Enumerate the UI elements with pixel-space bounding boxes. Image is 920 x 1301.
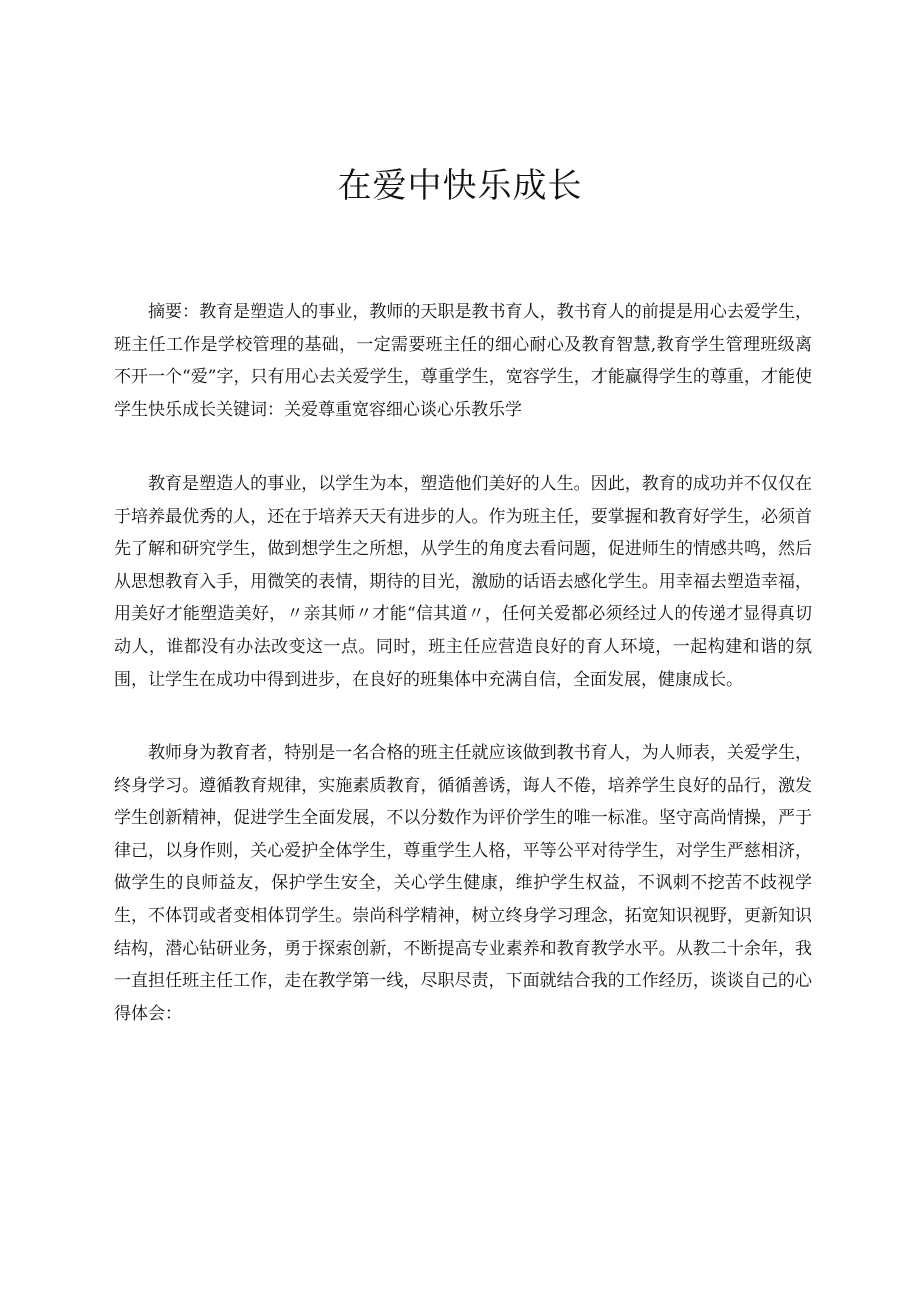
abstract-paragraph: 摘要：教育是塑造人的事业，教师的天职是教书育人，教书育人的前提是用心去爱学生，班主任工作是学校管理的基础，一定需要班主任的细心耐心及教育智慧,教育学生管理班级离不开一个“爱”字，只有用心去关爱学生，尊重学生，宽容学生，才能赢得学生的尊重，才能使学生快乐成长关键词：关爱尊重宽容细心谈心乐教乐学 <box>114 302 812 420</box>
body-paragraph-1: 教育是塑造人的事业，以学生为本，塑造他们美好的人生。因此，教育的成功并不仅仅在于培养最优秀的人，还在于培养天天有进步的人。作为班主任，要掌握和教育好学生，必须首先了解和研究学生，做到想学生之所想，从学生的角度去看问题，促进师生的情感共鸣，然后从思想教育入手，用微笑的表情，期待的目光，激励的话语去感化学生。用幸福去塑造幸福，用美好才能塑造美好，〃亲其师〃才能“信其道〃，任何关爱都必须经过人的传递才显得真切动人，谁都没有办法改变这一点。同时，班主任应营造良好的育人环境，一起构建和谐的氛围，让学生在成功中得到进步，在良好的班集体中充满自信，全面发展，健康成长。 <box>114 474 812 690</box>
page-title: 在爱中快乐成长 <box>337 166 583 206</box>
body-paragraph-2: 教师身为教育者，特别是一名合格的班主任就应该做到教书育人，为人师表，关爱学生，终身学习。遵循教育规律，实施素质教育，循循善诱，诲人不倦，培养学生良好的品行，激发学生创新精神，促进学生全面发展，不以分数作为评价学生的唯一标准。坚守高尚情操，严于律己，以身作则，关心爱护全体学生，尊重学生人格，平等公平对待学生，对学生严慈相济，做学生的良师益友，保护学生安全，关心学生健康，维护学生权益，不讽刺不挖苦不歧视学生，不体罚或者变相体罚学生。崇尚科学精神，树立终身学习理念，拓宽知识视野，更新知识结构，潜心钻研业务，勇于探索创新，不断提高专业素养和教育教学水平。从教二十余年，我一直担任班主任工作，走在教学第一线，尽职尽责，下面就结合我的工作经历，谈谈自己的心得体会： <box>114 743 812 1024</box>
